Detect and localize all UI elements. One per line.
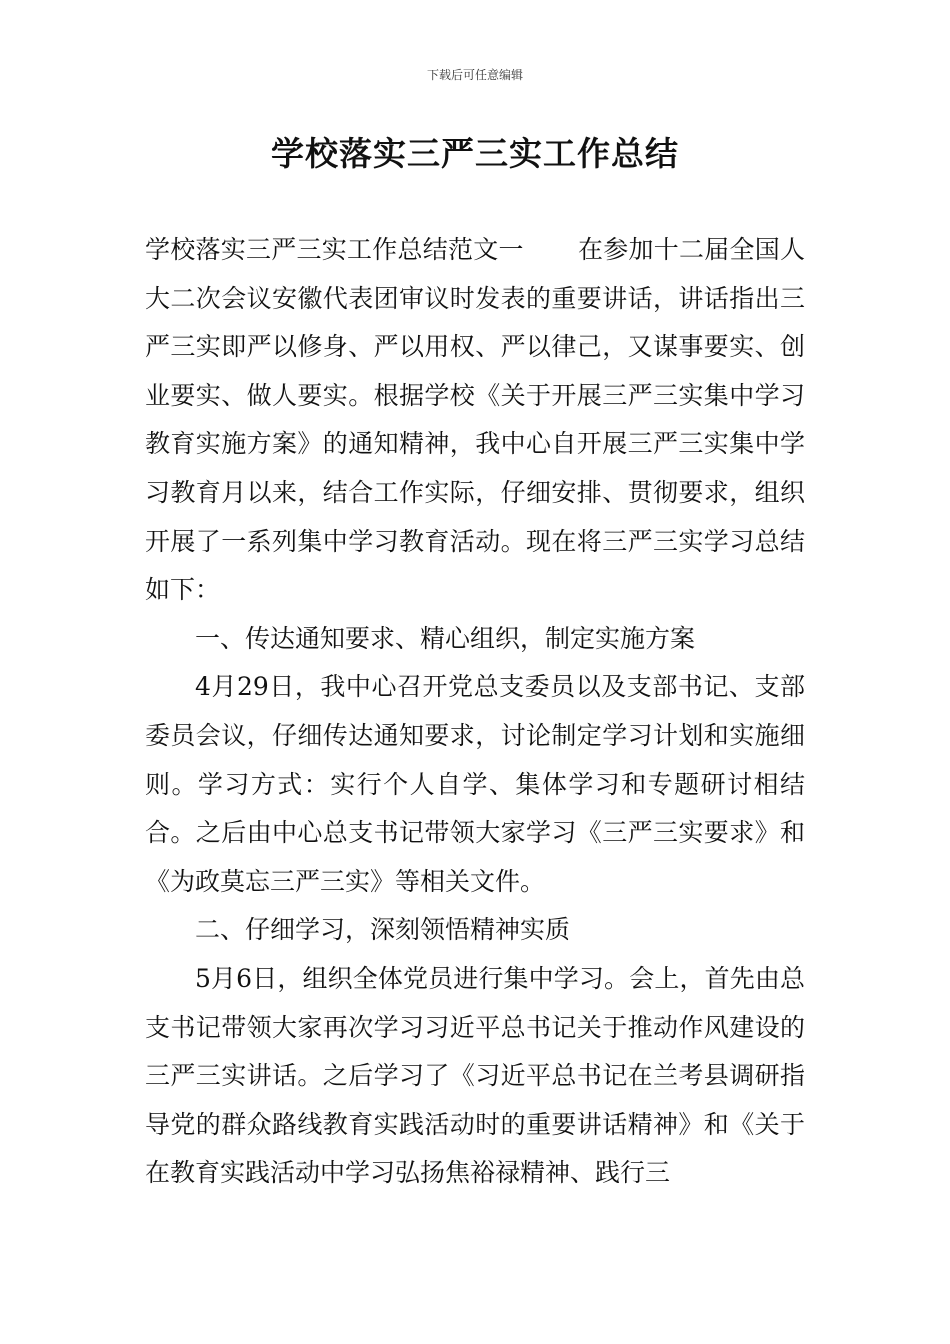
- paragraph-intro: [145, 226, 805, 615]
- section-heading-1: 一、传达通知要求、精心组织，制定实施方案: [195, 623, 696, 653]
- document-body: [145, 226, 805, 1198]
- page-header-note: 下载后可任意编辑: [426, 68, 523, 82]
- paragraph-section-1: 4月29日，我中心召开党总支委员以及支部书记、支部委员会议，仔细传达通知要求，讨论制定学习计划和实施细则。学习方式：实行个人自学、集体学习和专题研讨相结合。之后由中心总支书记带领大家学习《三严三实要求》和《为政莫忘三严三实》等相关文件。: [145, 672, 805, 896]
- paragraph-section-2: 5月6日，组织全体党员进行集中学习。会上，首先由总支书记带领大家再次学习习近平总书记关于推动作风建设的三严三实讲话。之后学习了《习近平总书记在兰考县调研指导党的群众路线教育实践活动时的重要讲话精神》和《关于在教育实践活动中学习弘扬焦裕禄精神、践行三: [145, 963, 805, 1188]
- intro-body: 在参加十二届全国人大二次会议安徽代表团审议时发表的重要讲话，讲话指出三严三实即严以修身、严以用权、严以律己，又谋事要实、创业要实、做人要实。根据学校《关于开展三严三实集中学习教育实施方案》的通知精神，我中心自开展三严三实集中学习教育月以来，结合工作实际，仔细安排、贯彻要求，组织开展了一系列集中学习教育活动。现在将三严三实学习总结如下：: [145, 235, 805, 605]
- intro-lead: 学校落实三严三实工作总结范文一: [145, 235, 524, 264]
- document-title: 学校落实三严三实工作总结: [271, 134, 679, 173]
- section-heading-2: 二、仔细学习，深刻领悟精神实质: [195, 915, 571, 945]
